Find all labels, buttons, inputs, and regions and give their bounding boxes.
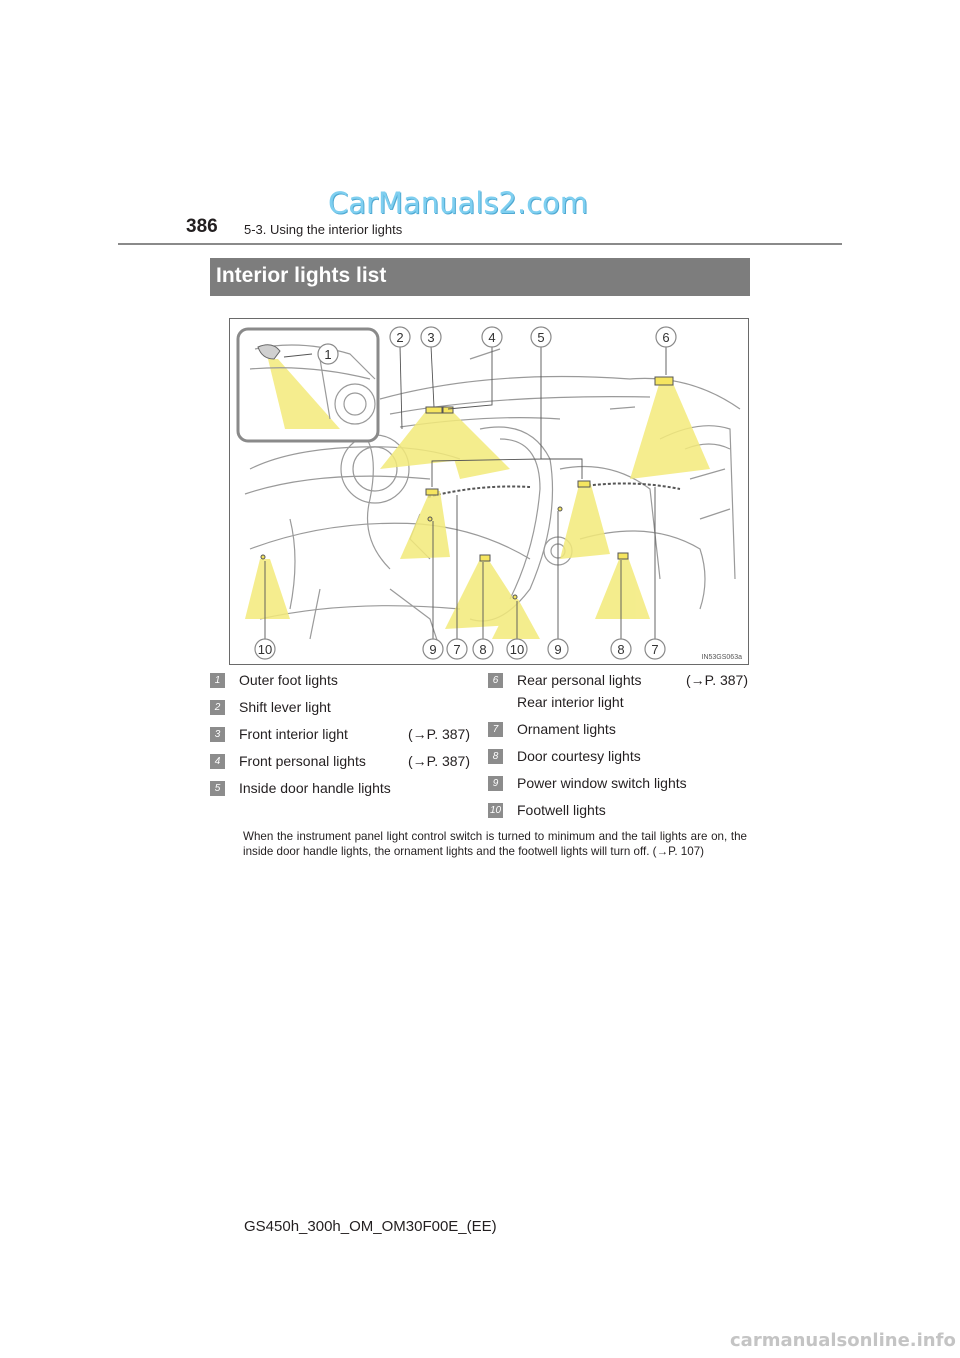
callout-9-rear <box>548 639 568 659</box>
callout-4 <box>482 327 502 347</box>
svg-text:2: 2 <box>396 330 404 345</box>
legend-item-9 <box>488 775 748 802</box>
legend-number-badge: 5 <box>210 781 225 796</box>
legend-item-4 <box>210 753 470 780</box>
manual-code-footer: GS450h_300h_OM_OM30F00E_(EE) <box>244 1218 497 1235</box>
legend-label: Door courtesy lights <box>517 748 641 764</box>
legend-number-badge: 3 <box>210 727 225 742</box>
legend-label: Outer foot lights <box>239 672 338 688</box>
page-reference-link[interactable]: (→P. 387) <box>408 726 470 742</box>
power-window-switch-light-rear <box>558 507 562 511</box>
legend-item-1 <box>210 672 470 699</box>
svg-text:9: 9 <box>554 642 562 657</box>
callout-9-front <box>423 639 443 659</box>
legend-label: Front interior light <box>239 726 348 742</box>
legend-label: Power window switch lights <box>517 775 687 791</box>
watermark-carmanuals2: CarManuals2.com <box>328 186 589 220</box>
svg-text:7: 7 <box>453 642 461 657</box>
legend-item-8 <box>488 748 748 775</box>
svg-text:10: 10 <box>257 642 273 657</box>
outer-foot-light-inset <box>238 329 378 441</box>
callout-3 <box>421 327 441 347</box>
section-title: 5-3. Using the interior lights <box>244 222 403 237</box>
footwell-light-rear <box>513 595 517 599</box>
door-handle-light-front <box>426 489 438 495</box>
legend-item-5 <box>210 780 470 807</box>
courtesy-light-beam-rear <box>595 557 650 619</box>
legend-sublabel: Rear interior light <box>517 694 624 710</box>
power-window-switch-light-front <box>428 517 432 521</box>
legend-right-column <box>488 672 748 829</box>
legend-item-7 <box>488 721 748 748</box>
ornament-light-lines <box>428 483 680 497</box>
page-heading: Interior lights list <box>216 264 387 287</box>
legend-label: Shift lever light <box>239 699 331 715</box>
figure-code: IN53GS063a <box>701 654 742 661</box>
callout-8-rear <box>611 639 631 659</box>
door-courtesy-light-front <box>480 555 490 561</box>
callout-6 <box>656 327 676 347</box>
legend-label: Front personal lights <box>239 753 366 769</box>
watermark-carmanualsonline: carmanualsonline.info <box>730 1330 956 1351</box>
heading-bar <box>210 258 750 296</box>
rear-personal-light-fixture <box>655 377 673 385</box>
legend-item-2 <box>210 699 470 726</box>
svg-text:9: 9 <box>429 642 437 657</box>
legend-number-badge: 9 <box>488 776 503 791</box>
legend-number-badge: 4 <box>210 754 225 769</box>
svg-text:4: 4 <box>488 330 496 345</box>
legend-label: Footwell lights <box>517 802 606 818</box>
door-courtesy-light-rear <box>618 553 628 559</box>
legend-label: Rear personal lights <box>517 672 642 688</box>
callout-5 <box>531 327 551 347</box>
rear-personal-light-beam <box>630 381 710 479</box>
interior-lights-figure <box>229 318 749 665</box>
svg-text:8: 8 <box>479 642 487 657</box>
callout-7-rear <box>645 639 665 659</box>
legend-left-column <box>210 672 470 807</box>
door-handle-light-beam-rear <box>560 481 610 559</box>
callout-10-rear <box>507 639 527 659</box>
legend-item-6 <box>488 672 748 721</box>
legend-number-badge: 6 <box>488 673 503 688</box>
svg-text:7: 7 <box>651 642 659 657</box>
legend-number-badge: 10 <box>489 805 502 816</box>
page-reference-link[interactable]: (→P. 387) <box>686 672 748 688</box>
legend-item-10 <box>488 802 748 829</box>
svg-text:3: 3 <box>427 330 435 345</box>
callout-8-front <box>473 639 493 659</box>
svg-text:6: 6 <box>662 330 670 345</box>
svg-text:8: 8 <box>617 642 625 657</box>
door-handle-light-rear <box>578 481 590 487</box>
front-personal-light-fixture <box>443 407 453 413</box>
svg-text:1: 1 <box>324 347 332 362</box>
legend-number-badge: 2 <box>210 700 225 715</box>
door-handle-light-beam-front <box>400 491 450 559</box>
legend-label: Inside door handle lights <box>239 780 391 796</box>
legend-item-3 <box>210 726 470 753</box>
legend-label: Ornament lights <box>517 721 616 737</box>
svg-text:10: 10 <box>509 642 525 657</box>
callout-1 <box>318 344 338 364</box>
header-divider <box>118 243 842 245</box>
page-number: 386 <box>186 216 218 237</box>
front-interior-light-fixture <box>426 407 442 413</box>
front-personal-light-beam <box>440 411 510 479</box>
callout-10-left <box>255 639 275 659</box>
svg-text:5: 5 <box>537 330 545 345</box>
callout-2 <box>390 327 410 347</box>
legend-number-badge: 1 <box>210 673 225 688</box>
note-paragraph: When the instrument panel light control switch is turned to minimum and the tail lights are on, the inside door handle lights, the ornament lights and the footwell lights will turn off. (→P. 107) <box>243 830 747 858</box>
footwell-light-left <box>261 555 265 559</box>
car-interior-illustration <box>230 319 748 664</box>
callout-7-front <box>447 639 467 659</box>
legend-number-badge: 8 <box>488 749 503 764</box>
page-reference-link[interactable]: (→P. 387) <box>408 753 470 769</box>
footwell-light-beam-left <box>245 559 290 619</box>
legend-number-badge: 7 <box>488 722 503 737</box>
